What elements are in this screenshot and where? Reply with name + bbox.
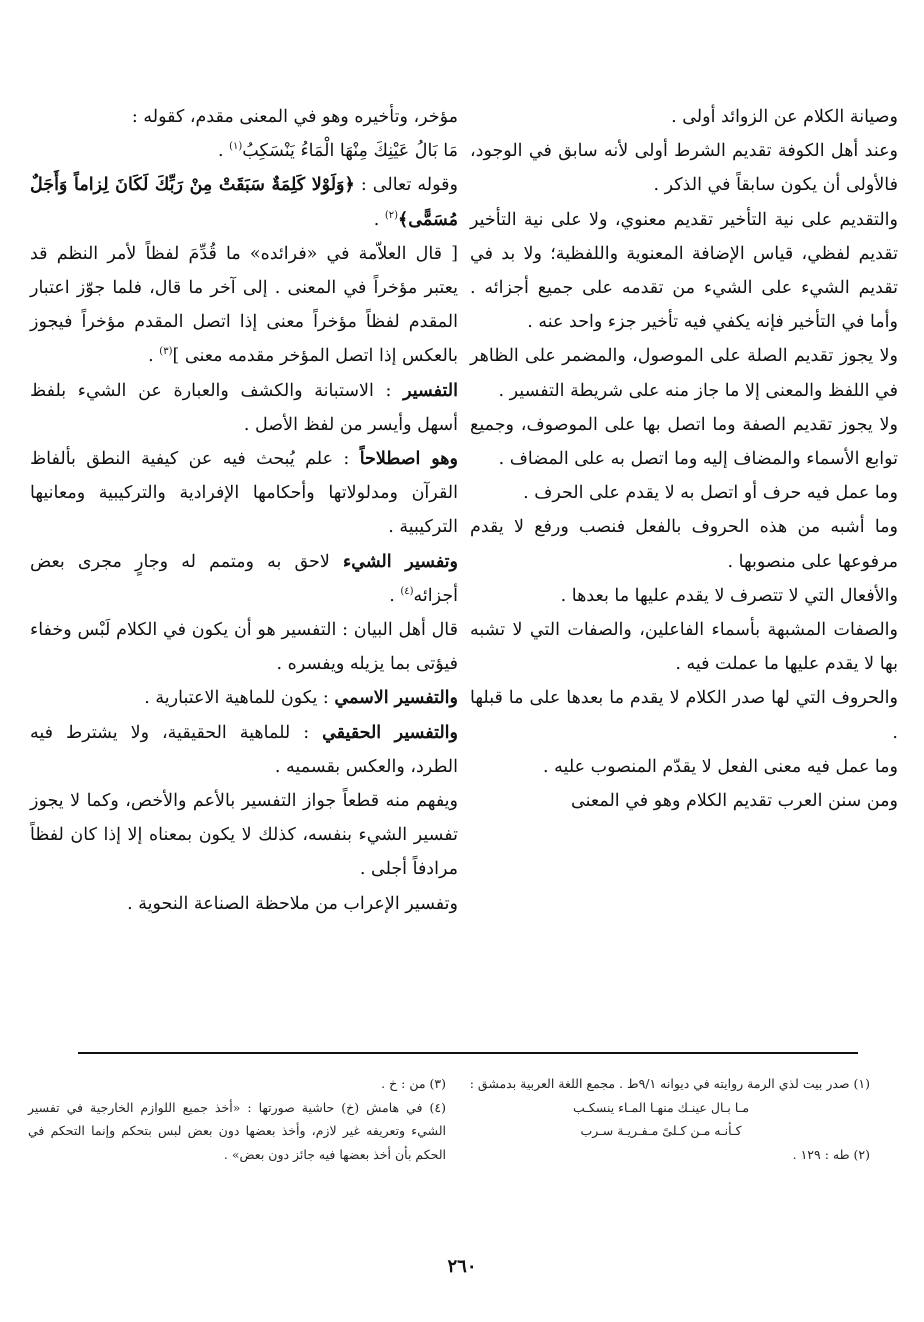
footnote-divider	[78, 1052, 858, 1054]
definition-paragraph: وتفسير الشيء لاحق به ومتمم له وجارٍ مجرى بعض أجزائه$^{(٤)}$ .	[30, 551, 459, 606]
definition-paragraph: والتفسير الحقيقي : للماهية الحقيقية، ولا يشترط فيه الطرد، والعكس بقسميه .	[30, 722, 458, 777]
term: والتفسير الحقيقي	[322, 722, 458, 743]
paragraph: والأفعال التي لا تتصرف لا يقدم عليها ما بعدها .	[560, 585, 898, 606]
footnote-ref: (٢)	[384, 209, 399, 221]
footnote-ref: (١)	[229, 141, 243, 153]
right-text-column	[470, 100, 898, 818]
footnote: (٣) من : خ .	[381, 1076, 446, 1091]
paragraph: [ قال العلاّمة في «فرائده» ما قُدِّمَ لفظاً لأمر النظم قد يعتبر مؤخراً في المعنى . إلى آخر ما قال، فلما جوّز اعتبار المقدم لفظاً مؤخراً معنى إذا اتصل المقدم مؤخراً فيجوز بالعكس إذا اتصل المؤخر مقدمه معنى ]$^{(٣)}$ .	[30, 243, 458, 367]
term: التفسير	[403, 380, 458, 401]
paragraph: وتفسير الإعراب من ملاحظة الصناعة النحوية .	[127, 893, 458, 914]
paragraph: قال أهل البيان : التفسير هو أن يكون في الكلام لَبْس وخفاء فيؤتى بما يزيله ويفسره .	[30, 620, 458, 675]
left-text-column	[30, 100, 458, 921]
quran-quote-paragraph: وقوله تعالى : ﴿وَلَوْلا كَلِمَةٌ سَبَقَتْ مِنْ رَبِّكَ لَكَانَ لِزاماً وَأَجَلٌ مُسَمًّى﴾$^{(٢)}$ .	[30, 175, 458, 230]
paragraph: والصفات المشبهة بأسماء الفاعلين، والصفات التي لا تشبه بها لا يقدم عليها ما عملت فيه .	[470, 620, 898, 675]
paragraph: ولا يجوز تقديم الصفة وما اتصل بها على الموصوف، وجميع توابع الأسماء والمضاف إليه وما اتصل به على المضاف .	[470, 414, 898, 470]
paragraph: ويفهم منه قطعاً جواز التفسير بالأعم والأخص، وكما لا يجوز تفسير الشيء بنفسه، كذلك لا يكون بمعناه إلا إذا كان لفظاً مرادفاً أجلى .	[30, 791, 458, 880]
footnotes-right	[452, 1072, 870, 1166]
paragraph: وما أشبه من هذه الحروف بالفعل فنصب ورفع لا يقدم مرفوعها على منصوبها .	[470, 517, 898, 572]
paragraph: وما عمل فيه حرف أو اتصل به لا يقدم على الحرف .	[523, 483, 898, 504]
footnote-verse: مـا بـال عينـك منهـا المـاء ينسكـب	[572, 1099, 750, 1115]
paragraph: والحروف التي لها صدر الكلام لا يقدم ما بعدها على ما قبلها .	[470, 688, 898, 743]
footnote-ref: (٤)	[400, 586, 414, 598]
term: والتفسير الاسمي	[334, 688, 458, 709]
definition-paragraph: والتفسير الاسمي : يكون للماهية الاعتبارية .	[144, 688, 458, 709]
paragraph: وصيانة الكلام عن الزوائد أولى .	[671, 107, 898, 127]
paragraph: ومن سنن العرب تقديم الكلام وهو في المعنى	[571, 791, 898, 812]
definition-paragraph: التفسير : الاستبانة والكشف والعبارة عن الشيء بلفظ أسهل وأيسر من لفظ الأصل .	[30, 380, 458, 435]
footnote-verse: كـأنـه مـن كـلىً مـفـريـة سـرب	[580, 1123, 742, 1138]
page-number: ٢٦٠	[447, 1256, 477, 1277]
quran-verse: ﴿وَلَوْلا كَلِمَةٌ سَبَقَتْ مِنْ رَبِّكَ لَكَانَ لِزاماً وَأَجَلٌ مُسَمًّى﴾	[30, 175, 458, 230]
footnote: (٢) طه : ١٢٩ .	[792, 1146, 870, 1162]
footnote: (٤) في هامش (خ) حاشية صورتها : «أخذ جميع اللوازم الخارجية في تفسير الشيء وتعريفه غير لازم، وأخذ بعضها دون بعض لبس بتحكم وإنما التحكم في الحكم بأن أخذ بعضها فيه جائز دون بعض» .	[28, 1099, 446, 1162]
term: وتفسير الشيء	[343, 551, 459, 572]
footnote-ref: (٣)	[159, 346, 173, 358]
term: وهو اصطلاحاً	[359, 449, 458, 470]
paragraph: وما عمل فيه معنى الفعل لا يقدّم المنصوب عليه .	[543, 756, 898, 777]
paragraph: مؤخر، وتأخيره وهو في المعنى مقدم، كقوله :	[131, 107, 458, 127]
paragraph: وعند أهل الكوفة تقديم الشرط أولى لأنه سابق في الوجود، فالأولى أن يكون سابقاً في الذكر .	[470, 141, 898, 196]
footnotes-left	[28, 1072, 446, 1166]
paragraph: ولا يجوز تقديم الصلة على الموصول، والمضمر على الظاهر في اللفظ والمعنى إلا ما جاز منه على شريطة التفسير .	[470, 346, 898, 401]
footnote: (١) صدر بيت لذي الرمة روايته في ديوانه ٩/١ط . مجمع اللغة العربية بدمشق :	[469, 1076, 870, 1091]
definition-paragraph: وهو اصطلاحاً : علم يُبحث فيه عن كيفية النطق بألفاظ القرآن ومدلولاتها وأحكامها الإفرادية والتركيبية ومعانيها التركيبية .	[30, 449, 458, 538]
paragraph: والتقديم على نية التأخير تقديم معنوي، ولا على نية التأخير تقديم لفظي، قياس الإضافة المعنوية واللفظية؛ ولا بد في تقديم الشيء على الشيء من تقدمه على جميع أجزائه . وأما في التأخير فإنه يكفي فيه تأخير جزء واحد عنه .	[470, 209, 898, 333]
poetry-quote: مَا بَالُ عَيْنِكَ مِنْهَا الْمَاءُ يَنْسَكِبُ$^{(١)}$ .	[217, 141, 458, 162]
